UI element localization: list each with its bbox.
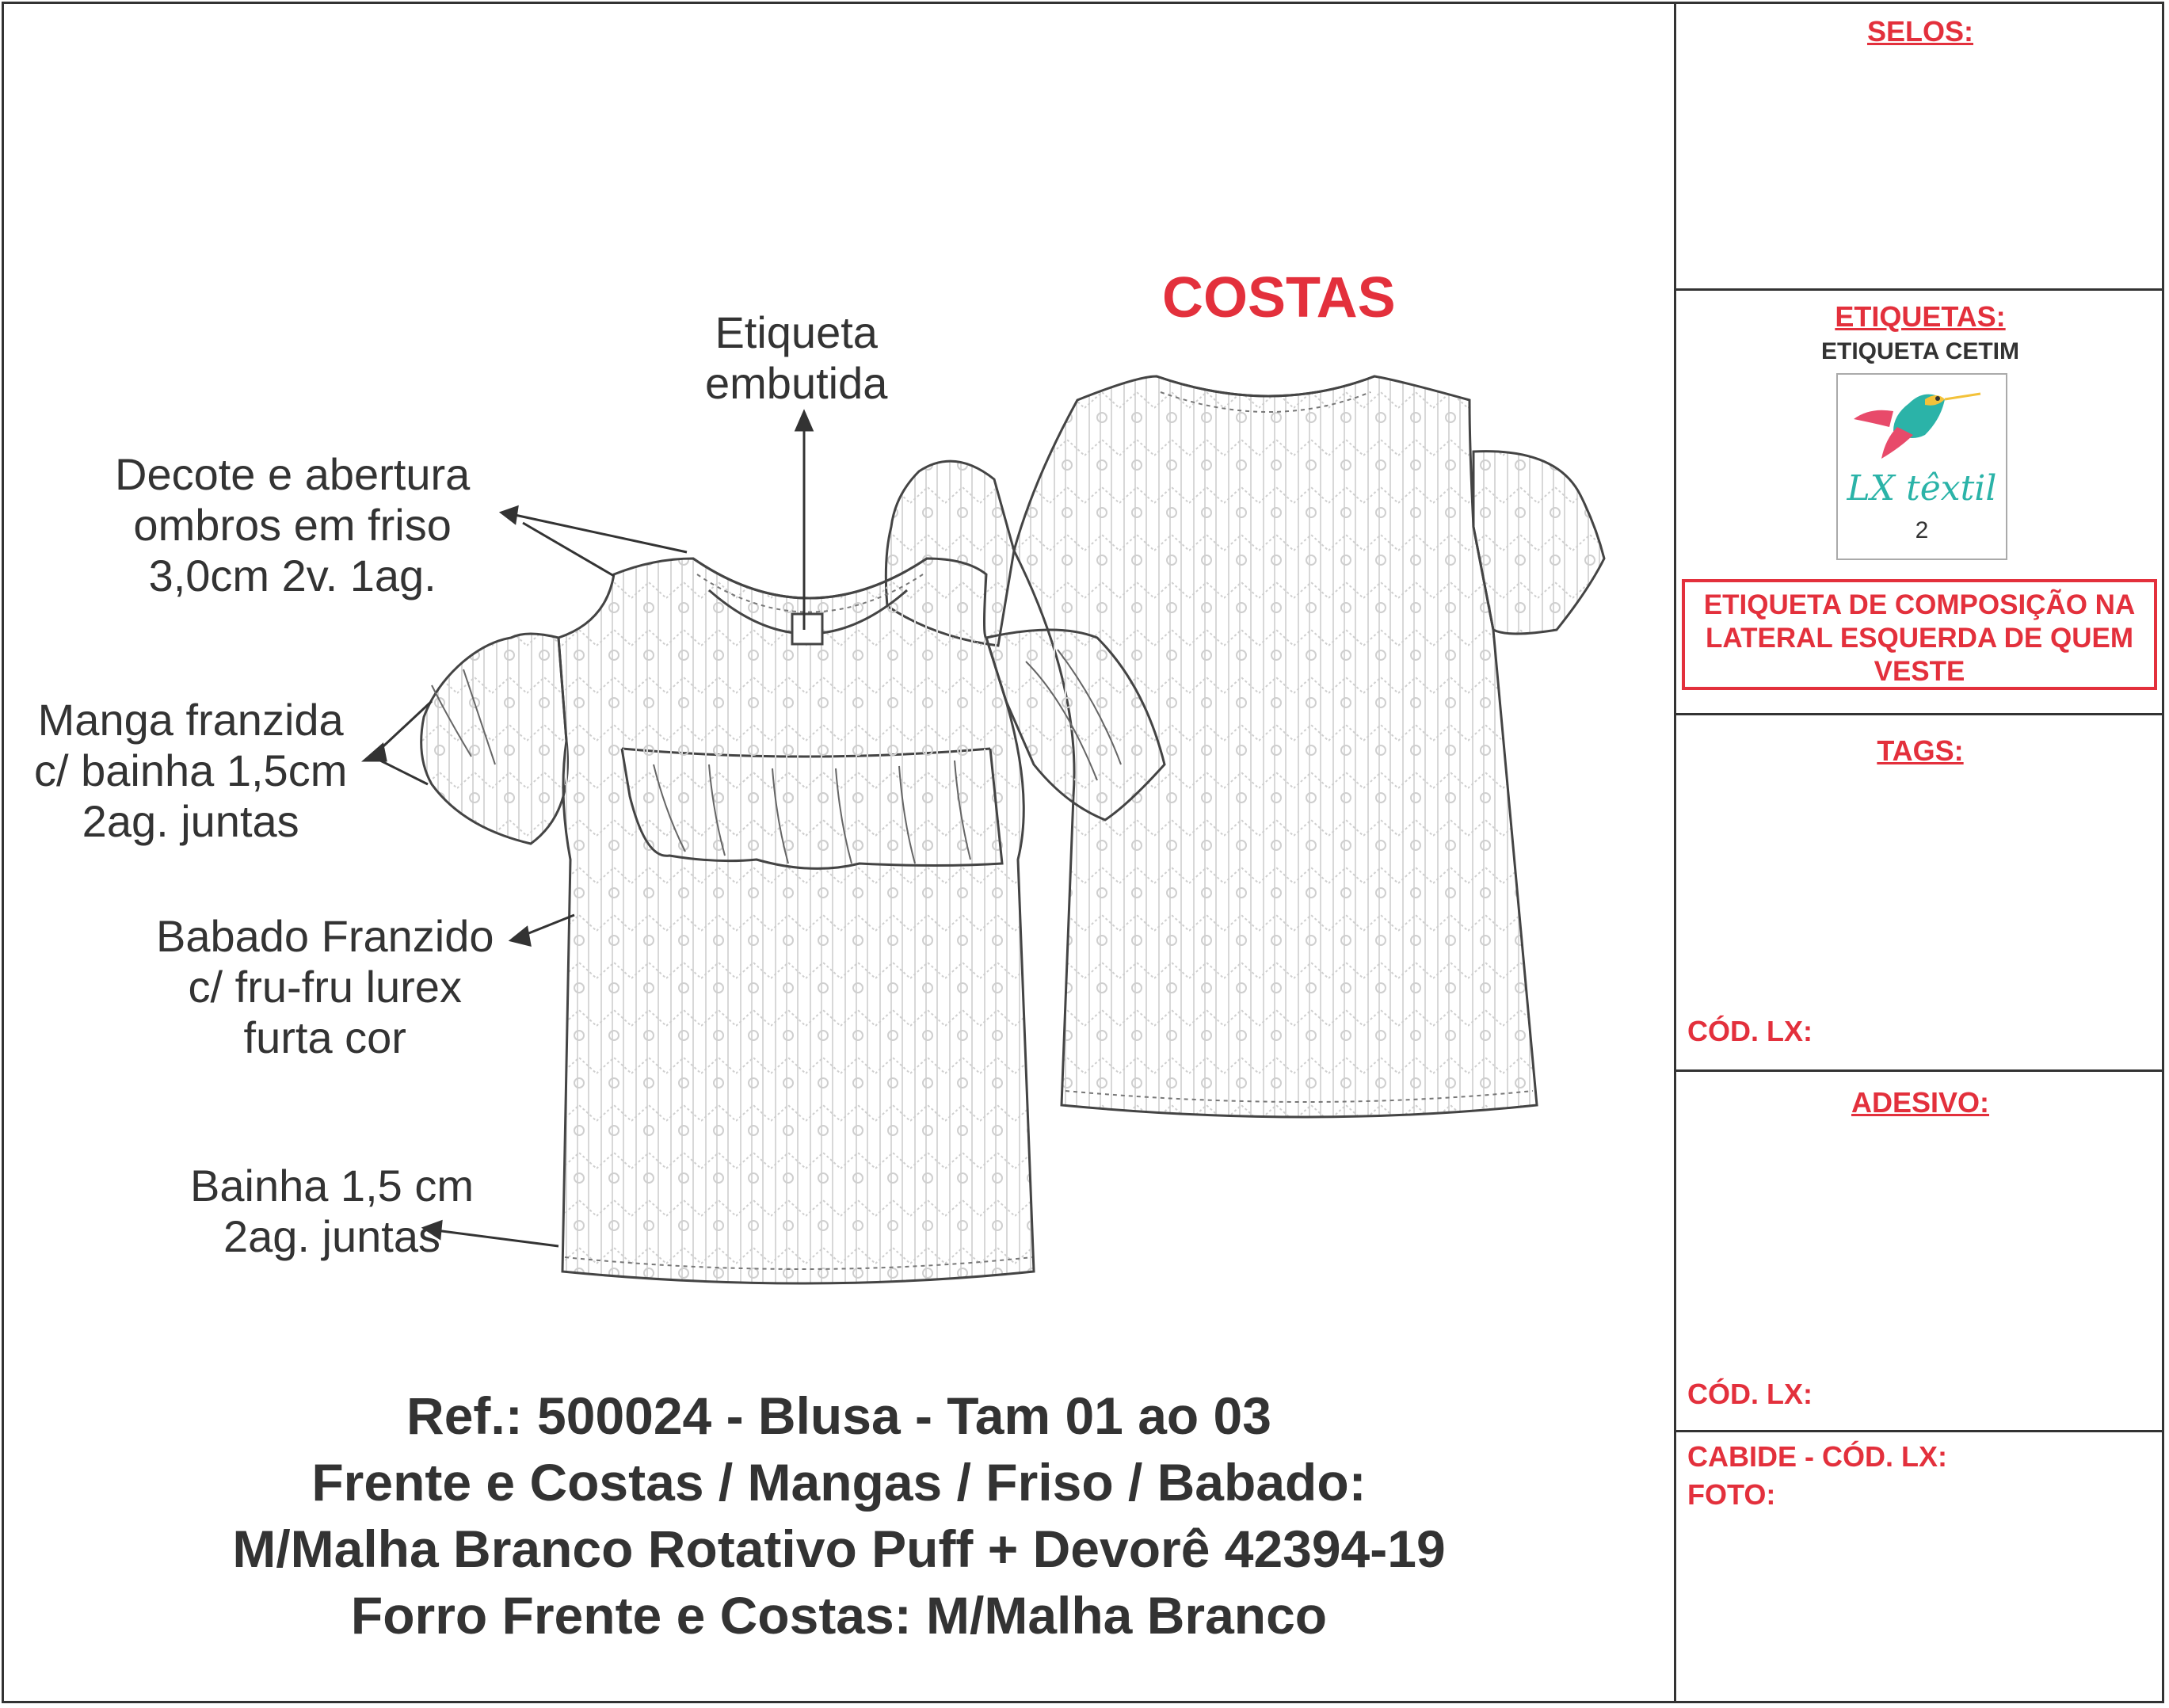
cabide-section <box>1676 1432 2164 1702</box>
note-line: furta cor <box>243 1012 406 1062</box>
etiquetas-title: ETIQUETAS: <box>1835 300 2006 333</box>
reference-line-1: Ref.: 500024 - Blusa - Tam 01 ao 03 <box>406 1386 1271 1445</box>
front-view-garment <box>421 559 1165 1283</box>
back-view-heading: COSTAS <box>1162 266 1396 330</box>
note-decote-abertura <box>115 449 470 601</box>
brand-name: LX têxtil <box>1847 468 1997 509</box>
hummingbird-logo <box>1838 379 2006 467</box>
label-size: 2 <box>1915 517 1929 543</box>
spec-sidebar <box>1674 4 2164 1701</box>
note-line: c/ fru-fru lurex <box>188 962 462 1012</box>
foto-label: FOTO: <box>1687 1478 1776 1511</box>
adesivo-section <box>1676 1072 2164 1432</box>
note-line: Manga franzida <box>37 695 344 745</box>
note-line: embutida <box>705 358 888 408</box>
tags-cod-lx: CÓD. LX: <box>1687 1015 1813 1047</box>
reference-line-3: M/Malha Branco Rotativo Puff + Devorê 42394-19 <box>232 1519 1446 1578</box>
etiqueta-cetim-text: ETIQUETA CETIM <box>1821 338 2019 364</box>
note-bainha <box>190 1161 474 1262</box>
note-line: ombros em friso <box>133 500 452 550</box>
adesivo-cod-lx: CÓD. LX: <box>1687 1378 1813 1410</box>
tags-section <box>1676 715 2164 1072</box>
note-line: 3,0cm 2v. 1ag. <box>148 551 436 600</box>
composition-label-note: ETIQUETA DE COMPOSIÇÃO NA LATERAL ESQUERDA DE QUEM VESTE <box>1682 579 2157 690</box>
note-line: Etiqueta <box>715 307 878 357</box>
tags-title: TAGS: <box>1877 734 1964 767</box>
note-babado-franzido <box>156 911 494 1063</box>
adesivo-title: ADESIVO: <box>1851 1086 1990 1119</box>
reference-block <box>4 1382 1674 1649</box>
note-line: 2ag. juntas <box>223 1211 440 1261</box>
reference-line-2: Frente e Costas / Mangas / Friso / Babado: <box>311 1453 1367 1512</box>
selos-title: SELOS: <box>1866 15 1973 48</box>
note-line: c/ bainha 1,5cm <box>34 745 348 795</box>
selos-section <box>1676 4 2164 291</box>
note-line: Babado Franzido <box>156 911 494 961</box>
note-line: Decote e abertura <box>115 449 471 499</box>
cabide-cod-lx: CABIDE - CÓD. LX: <box>1687 1440 1947 1473</box>
note-line: 2ag. juntas <box>82 796 299 846</box>
note-line: Bainha 1,5 cm <box>190 1161 474 1210</box>
note-etiqueta-embutida <box>705 307 887 409</box>
note-manga-franzida <box>34 695 347 847</box>
reference-line-4: Forro Frente e Costas: M/Malha Branco <box>350 1586 1328 1645</box>
brand-label-sample <box>1836 373 2007 560</box>
tech-sheet <box>2 2 2164 1703</box>
